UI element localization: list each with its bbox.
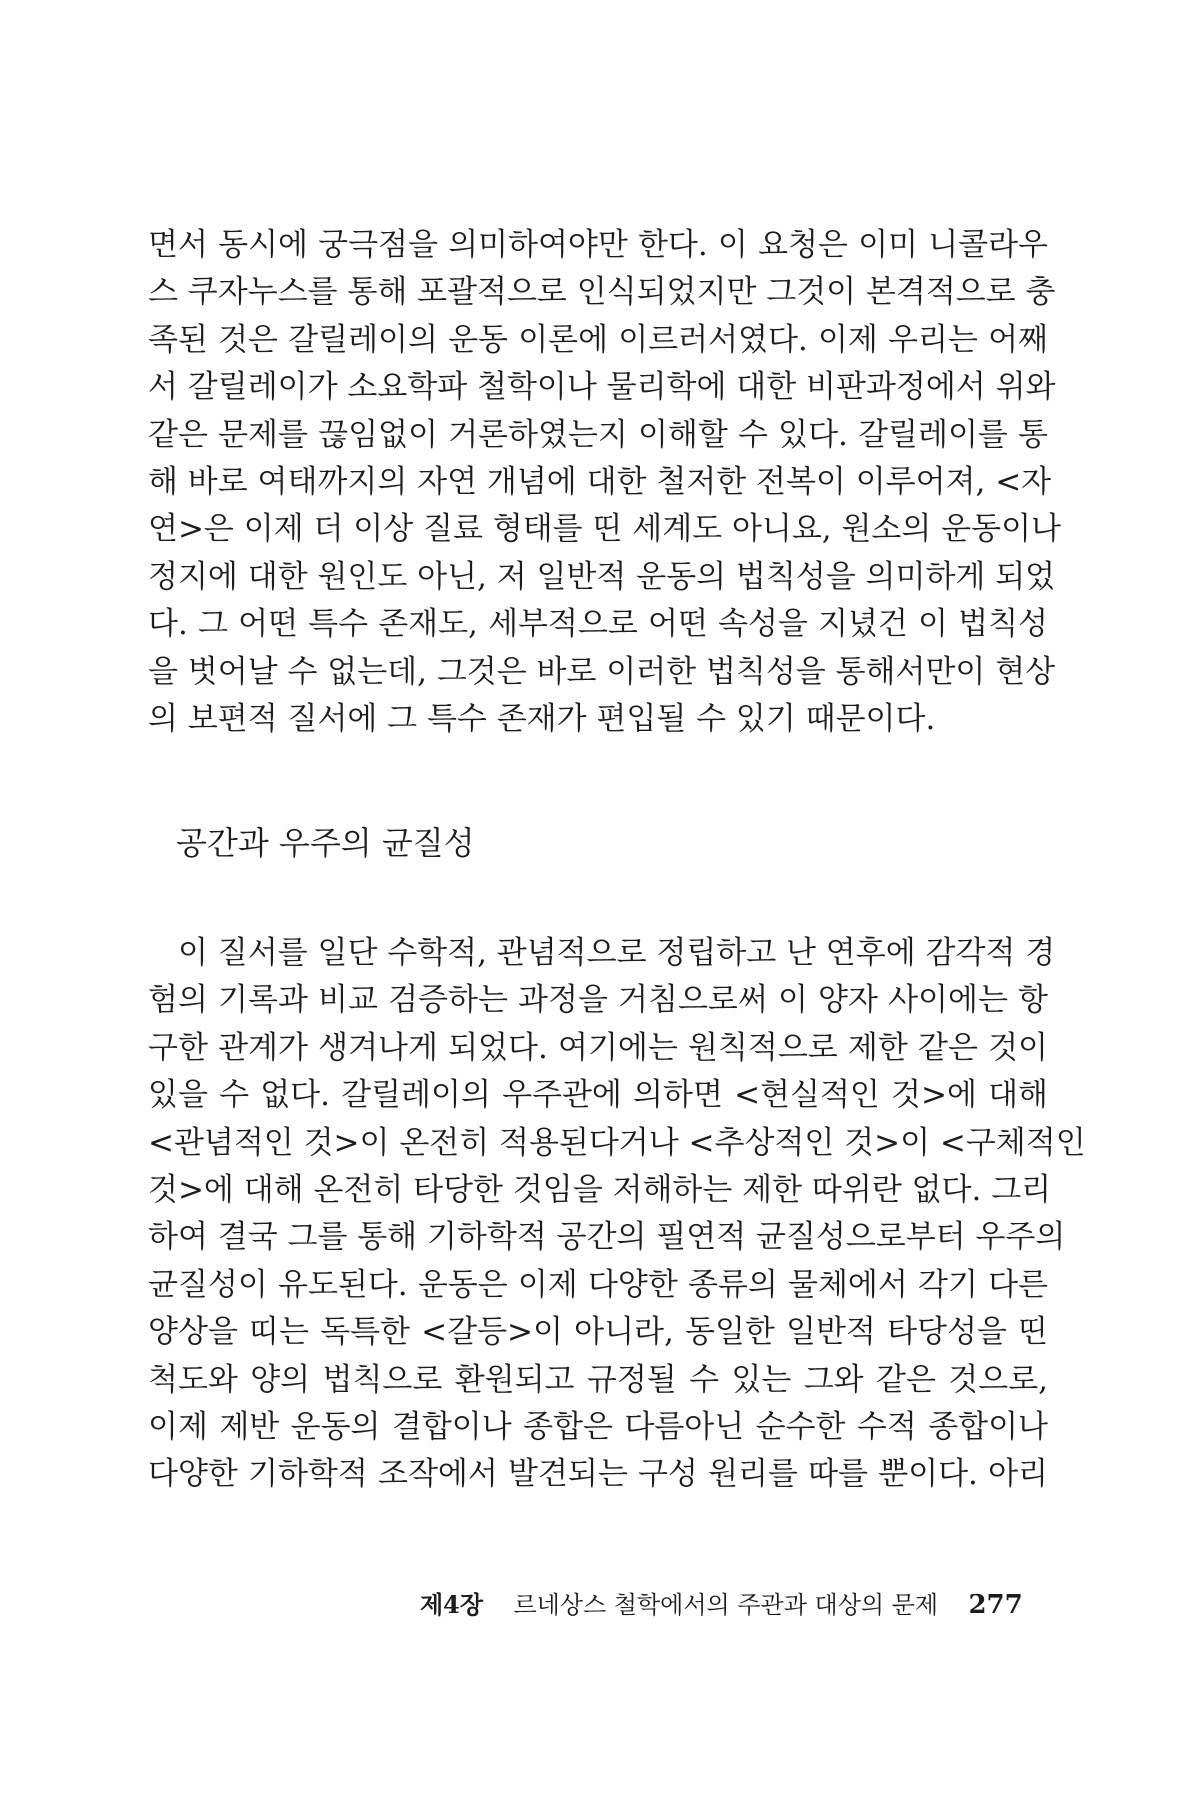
text-line: 양상을 띠는 독특한 <갈등>이 아니라, 동일한 일반적 타당성을 띤 bbox=[148, 1314, 1048, 1351]
text-line: 서 갈릴레이가 소요학파 철학이나 물리학에 대한 비판과정에서 위와 bbox=[148, 369, 1056, 406]
footer-chapter: 제4장 bbox=[420, 1590, 484, 1619]
text-line: 하여 결국 그를 통해 기하학적 공간의 필연적 균질성으로부터 우주의 bbox=[148, 1219, 1066, 1256]
text-line: 험의 기록과 비교 검증하는 과정을 거침으로써 이 양자 사이에는 항 bbox=[148, 982, 1048, 1019]
text-line: 다. 그 어떤 특수 존재도, 세부적으로 어떤 속성을 지녔건 이 법칙성 bbox=[148, 606, 1048, 643]
text-line: 족된 것은 갈릴레이의 운동 이론에 이르러서였다. 이제 우리는 어째 bbox=[148, 321, 1048, 358]
footer-chapter-title: 르네상스 철학에서의 주관과 대상의 문제 bbox=[513, 1591, 939, 1619]
text-line: 해 바로 여태까지의 자연 개념에 대한 철저한 전복이 이루어져, <자 bbox=[148, 463, 1052, 500]
text-line: 다양한 기하학적 조작에서 발견되는 구성 원리를 따를 뿐이다. 아리 bbox=[148, 1456, 1048, 1493]
section-heading: 공간과 우주의 균질성 bbox=[176, 824, 475, 862]
text-line: 같은 문제를 끊임없이 거론하였는지 이해할 수 있다. 갈릴레이를 통 bbox=[148, 416, 1048, 453]
text-line: <관념적인 것>이 온전히 적용된다거나 <추상적인 것>이 <구체적인 bbox=[148, 1124, 1086, 1161]
text-line: 것>에 대해 온전히 타당한 것임을 저해하는 제한 따위란 없다. 그리 bbox=[148, 1171, 1052, 1208]
text-line: 을 벗어날 수 없는데, 그것은 바로 이러한 법칙성을 통해서만이 현상 bbox=[148, 653, 1056, 690]
body-paragraph-1 bbox=[148, 222, 1061, 743]
text-line: 정지에 대한 원인도 아닌, 저 일반적 운동의 법칙성을 의미하게 되었 bbox=[148, 558, 1056, 595]
page-number: 277 bbox=[968, 1590, 1023, 1620]
text-line: 연>은 이제 더 이상 질료 형태를 띤 세계도 아니요, 원소의 운동이나 bbox=[148, 511, 1061, 548]
text-line: 스 쿠자누스를 통해 포괄적으로 인식되었지만 그것이 본격적으로 충 bbox=[148, 274, 1056, 311]
text-line: 균질성이 유도된다. 운동은 이제 다양한 종류의 물체에서 각기 다른 bbox=[148, 1266, 1048, 1303]
running-footer bbox=[420, 1585, 1023, 1620]
text-line: 있을 수 없다. 갈릴레이의 우주관에 의하면 <현실적인 것>에 대해 bbox=[148, 1077, 1048, 1114]
text-line: 의 보편적 질서에 그 특수 존재가 편입될 수 있기 때문이다. bbox=[148, 700, 936, 737]
text-line: 척도와 양의 법칙으로 환원되고 규정될 수 있는 그와 같은 것으로, bbox=[148, 1361, 1048, 1398]
text-line: 구한 관계가 생겨나게 되었다. 여기에는 원칙적으로 제한 같은 것이 bbox=[148, 1029, 1048, 1066]
text-line: 이제 제반 운동의 결합이나 종합은 다름아닌 순수한 수적 종합이나 bbox=[148, 1408, 1048, 1445]
body-paragraph-2 bbox=[148, 930, 1086, 1499]
text-line: 면서 동시에 궁극점을 의미하여야만 한다. 이 요청은 이미 니콜라우 bbox=[148, 227, 1048, 263]
text-line: 이 질서를 일단 수학적, 관념적으로 정립하고 난 연후에 감각적 경 bbox=[178, 935, 1056, 971]
